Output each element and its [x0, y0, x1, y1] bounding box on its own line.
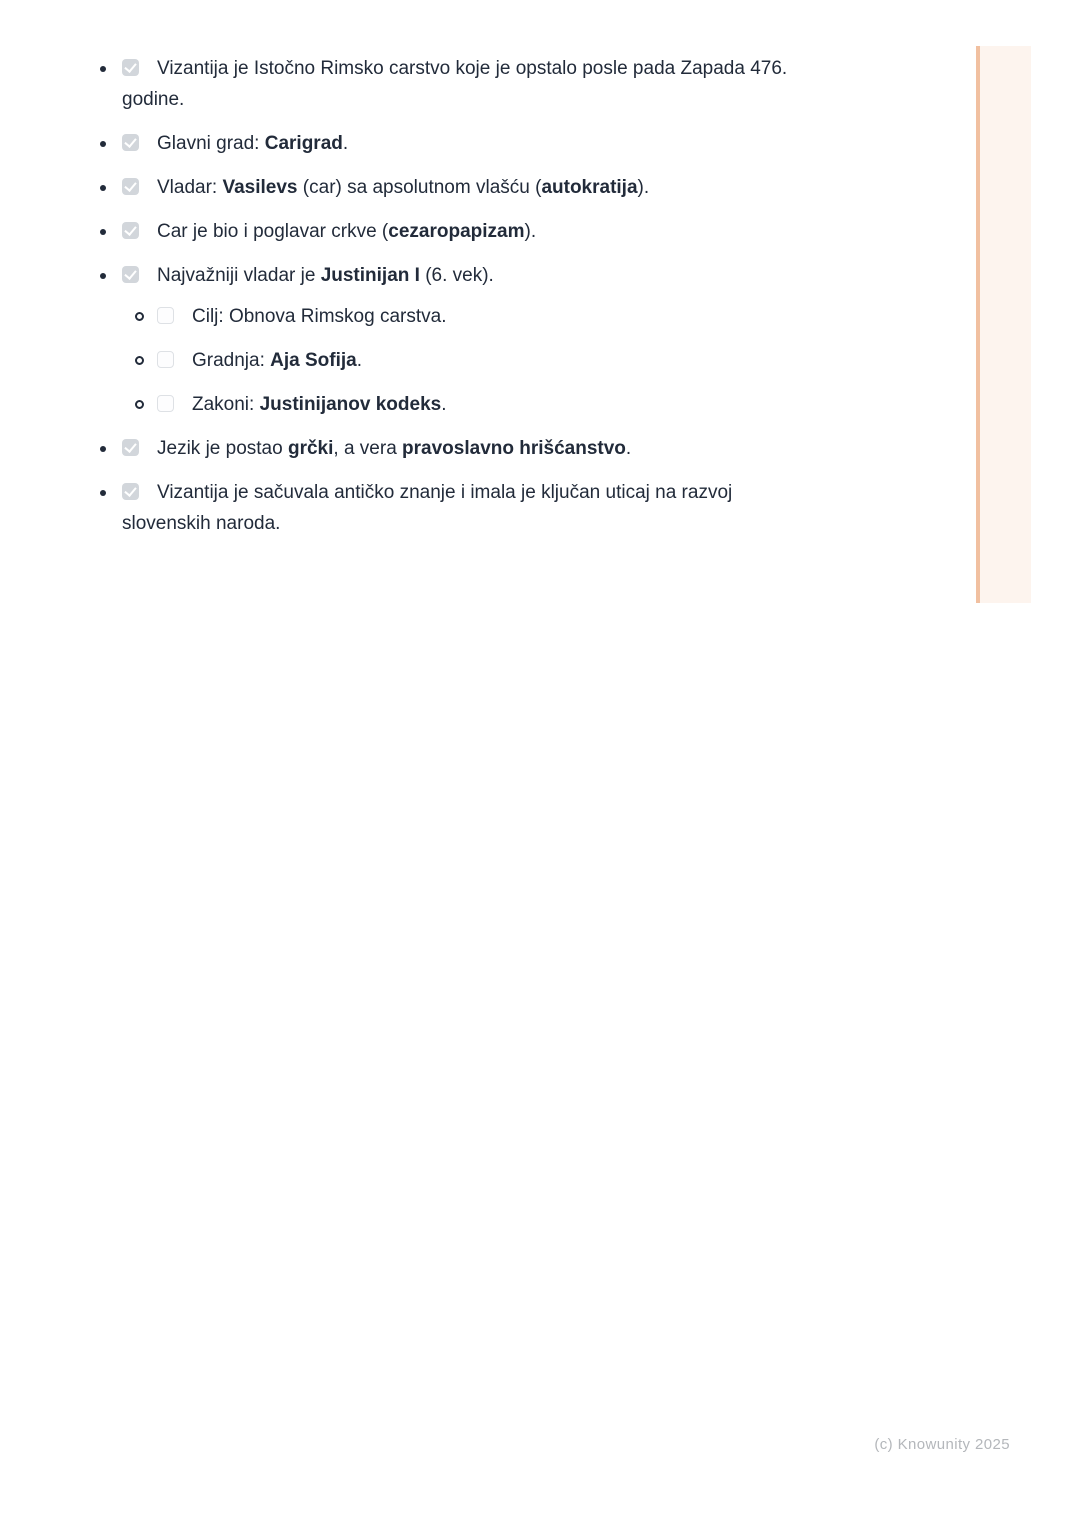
list-item — [95, 477, 825, 539]
checkbox-unchecked-icon[interactable] — [157, 395, 174, 412]
bullet-marker — [100, 490, 106, 496]
list-item-text: Najvažniji vladar je Justinijan I (6. vek). — [157, 265, 494, 286]
checkbox-checked-icon[interactable] — [122, 178, 139, 195]
list-item-text: Car je bio i poglavar crkve (cezaropapizam). — [157, 221, 537, 242]
page-edge-decoration — [976, 46, 1031, 603]
circle-marker — [135, 356, 144, 365]
checkbox-unchecked-icon[interactable] — [157, 351, 174, 368]
bullet-marker — [100, 273, 106, 279]
checkbox-checked-icon[interactable] — [122, 439, 139, 456]
checkbox-unchecked-icon[interactable] — [157, 307, 174, 324]
list-item — [95, 128, 825, 159]
list-item-text: Gradnja: Aja Sofija. — [192, 350, 363, 371]
bullet-marker — [100, 229, 106, 235]
circle-marker — [135, 312, 144, 321]
list-item-text: Jezik je postao grčki, a vera pravoslavno hrišćanstvo. — [157, 438, 632, 459]
list-item-text: Vizantija je sačuvala antičko znanje i imala je ključan uticaj na razvoj slovenskih naroda. — [122, 482, 733, 534]
list-item — [95, 260, 825, 420]
list-item — [135, 389, 825, 420]
checkbox-checked-icon[interactable] — [122, 59, 139, 76]
list-item-text: Cilj: Obnova Rimskog carstva. — [192, 306, 447, 327]
circle-marker — [135, 400, 144, 409]
bullet-list — [95, 53, 825, 539]
checkbox-checked-icon[interactable] — [122, 266, 139, 283]
sub-list — [135, 301, 825, 420]
bullet-marker — [100, 141, 106, 147]
checkbox-checked-icon[interactable] — [122, 483, 139, 500]
copyright-text: (c) Knowunity 2025 — [874, 1436, 1010, 1453]
checkbox-checked-icon[interactable] — [122, 222, 139, 239]
list-item — [135, 345, 825, 376]
list-item-text: Vizantija je Istočno Rimsko carstvo koje je opstalo posle pada Zapada 476. godine. — [122, 58, 788, 110]
notes-content — [95, 53, 825, 552]
bullet-marker — [100, 185, 106, 191]
list-item — [95, 53, 825, 115]
list-item-text: Glavni grad: Carigrad. — [157, 133, 349, 154]
list-item-text: Vladar: Vasilevs (car) sa apsolutnom vlašću (autokratija). — [157, 177, 650, 198]
list-item — [135, 301, 825, 332]
list-item — [95, 433, 825, 464]
bullet-marker — [100, 66, 106, 72]
checkbox-checked-icon[interactable] — [122, 134, 139, 151]
list-item — [95, 172, 825, 203]
bullet-marker — [100, 446, 106, 452]
list-item — [95, 216, 825, 247]
list-item-text: Zakoni: Justinijanov kodeks. — [192, 394, 447, 415]
